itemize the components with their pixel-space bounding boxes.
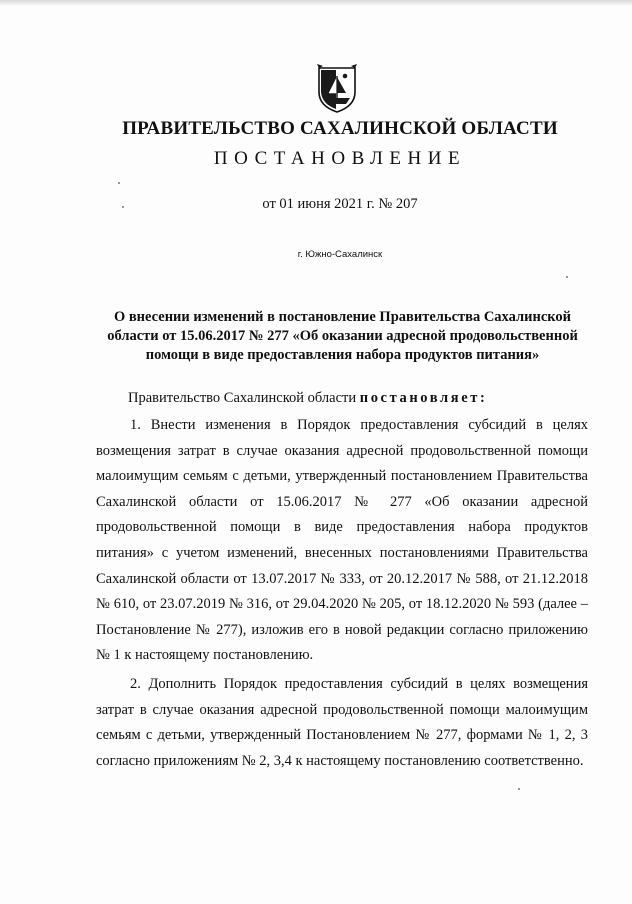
paragraph-2: 2. Дополнить Порядок предоставления субсидий в целях возмещения затрат в случае оказания адресной продовольственной помощи малоимущим семьям с детьми, утвержденный Постановлением № 277, формами № 1, 2, 3 согласно приложениям № 2, 3,4 к настоящему постановлению соответственно. — [96, 676, 588, 769]
subject-line: О внесении изменений в постановление Правительства Сахалинской — [113, 309, 572, 325]
city-name: г. Южно-Сахалинск — [297, 249, 383, 260]
preamble-emphasis: постановляет: — [359, 390, 488, 406]
preamble-text: Правительство Сахалинской области — [128, 390, 360, 406]
document-type: ПОСТАНОВЛЕНИЕ — [213, 148, 467, 169]
subject-line: помощи в виде предоставления набора продуктов питания» — [145, 347, 540, 363]
scan-speck — [118, 182, 120, 184]
date-and-number: от 01 июня 2021 г. № 207 — [262, 196, 418, 212]
coat-of-arms-icon — [315, 62, 359, 114]
preamble — [128, 390, 487, 407]
scan-speck — [566, 276, 568, 278]
scan-top-edge — [0, 0, 632, 6]
scan-speck — [122, 206, 124, 208]
paragraph-1: 1. Внести изменения в Порядок предоставления субсидий в целях возмещения затрат в случае оказания адресной продовольственной помощи малоимущим семьям с детьми, утвержденный постановлением Правительства Сахалинской области от 15.06.2017 № 277 «Об оказании адресной продовольственной помощи в виде предоставления набора продуктов питания» с учетом изменений, внесенных постановлениями Правительства Сахалинской области от 13.07.2017 № 333, от 20.12.2017 № 588, от 21.12.2018 № 610, от 23.07.2019 № 316, от 29.04.2020 № 205, от 18.12.2020 № 593 (далее – Постановление № 277), изложив его в новой редакции согласно приложению № 1 к настоящему постановлению. — [96, 417, 588, 664]
subject-line: области от 15.06.2017 № 277 «Об оказании адресной продовольственной — [107, 328, 578, 344]
document-subject — [95, 308, 590, 365]
government-title: ПРАВИТЕЛЬСТВО САХАЛИНСКОЙ ОБЛАСТИ — [122, 118, 558, 139]
scan-speck — [518, 788, 520, 790]
